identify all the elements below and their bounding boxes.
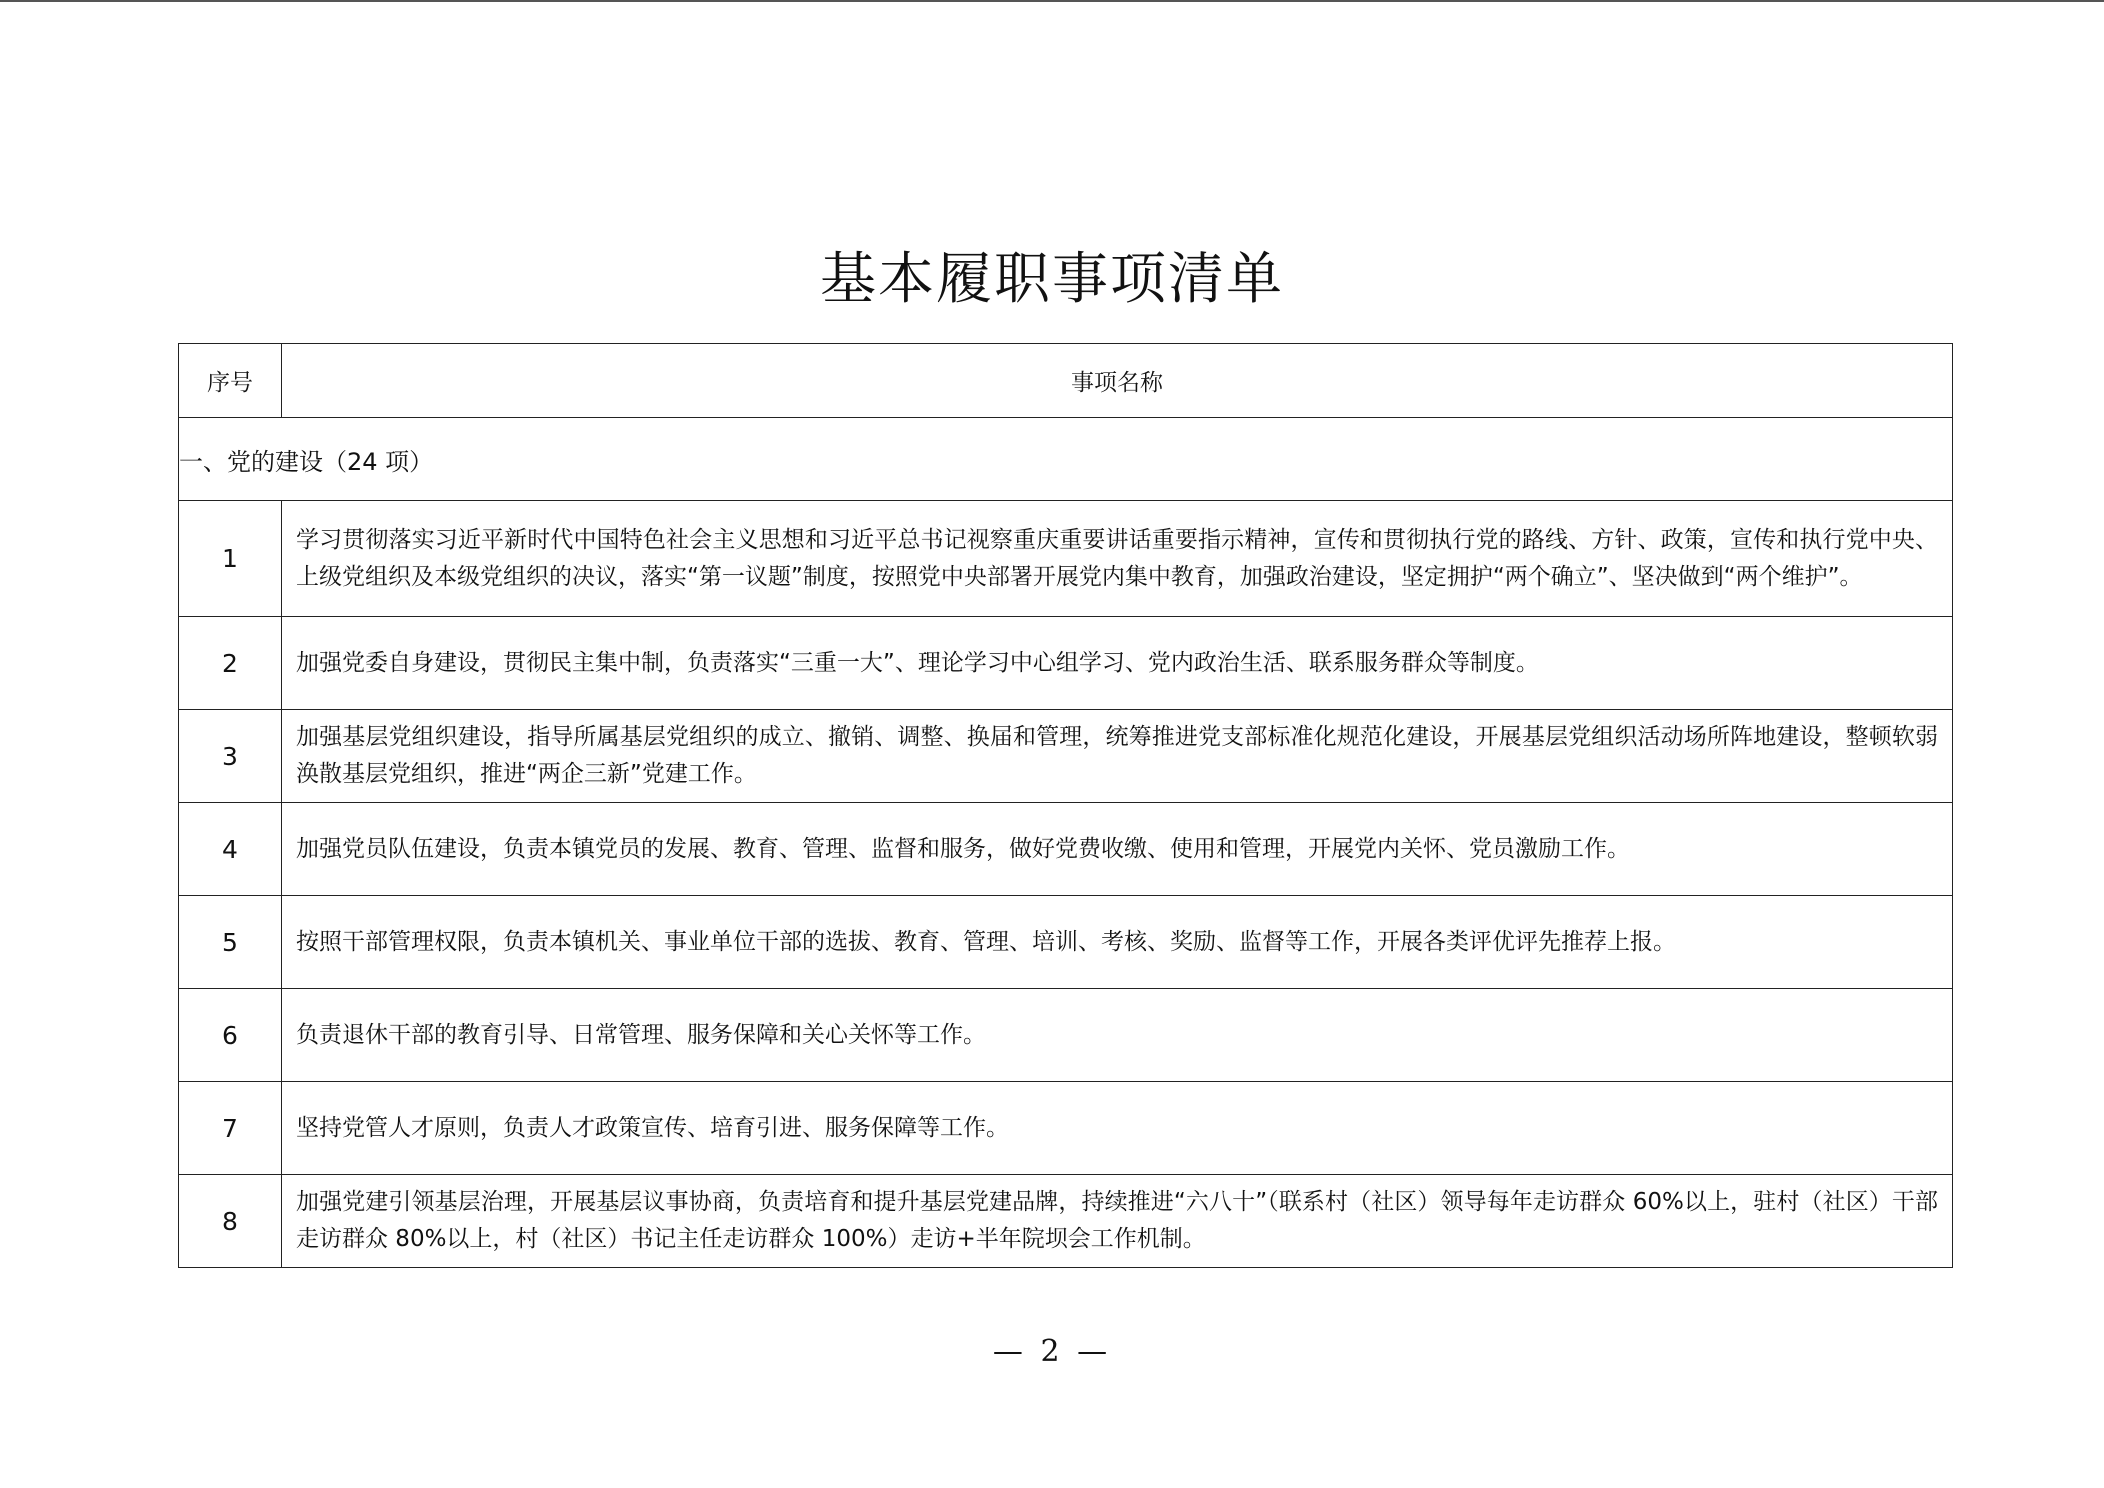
table-row: [179, 1082, 1953, 1175]
header-serial-number: 序号: [179, 344, 282, 418]
header-item-name: 事项名称: [282, 344, 1953, 418]
table-row: [179, 1175, 1953, 1268]
row-number: 6: [179, 989, 282, 1082]
row-number: 3: [179, 710, 282, 803]
row-text: 坚持党管人才原则，负责人才政策宣传、培育引进、服务保障等工作。: [282, 1082, 1953, 1175]
table-row: [179, 989, 1953, 1082]
table-row: [179, 710, 1953, 803]
table-header-row: [179, 344, 1953, 418]
row-number: 2: [179, 617, 282, 710]
table-row: [179, 501, 1953, 617]
row-text: 加强党员队伍建设，负责本镇党员的发展、教育、管理、监督和服务，做好党费收缴、使用和管理，开展党内关怀、党员激励工作。: [282, 803, 1953, 896]
row-text: 加强基层党组织建设，指导所属基层党组织的成立、撤销、调整、换届和管理，统筹推进党支部标准化规范化建设，开展基层党组织活动场所阵地建设，整顿软弱涣散基层党组织，推进“两企三新”党建工作。: [282, 710, 1953, 803]
row-text: 加强党建引领基层治理，开展基层议事协商，负责培育和提升基层党建品牌，持续推进“六八十”（联系村（社区）领导每年走访群众 60%以上，驻村（社区）干部走访群众 80%以上，村（社区）书记主任走访群众 100%）走访+半年院坝会工作机制。: [282, 1175, 1953, 1268]
table-row: [179, 617, 1953, 710]
row-number: 7: [179, 1082, 282, 1175]
table-row: [179, 896, 1953, 989]
page-top-border: [0, 0, 2104, 2]
row-number: 4: [179, 803, 282, 896]
page-number: — 2 —: [992, 1334, 1112, 1369]
row-text: 学习贯彻落实习近平新时代中国特色社会主义思想和习近平总书记视察重庆重要讲话重要指示精神，宣传和贯彻执行党的路线、方针、政策，宣传和执行党中央、上级党组织及本级党组织的决议，落实“第一议题”制度，按照党中央部署开展党内集中教育，加强政治建设，坚定拥护“两个确立”、坚决做到“两个维护”。: [282, 501, 1953, 617]
row-number: 5: [179, 896, 282, 989]
row-number: 8: [179, 1175, 282, 1268]
row-text: 加强党委自身建设，贯彻民主集中制，负责落实“三重一大”、理论学习中心组学习、党内政治生活、联系服务群众等制度。: [282, 617, 1953, 710]
row-number: 1: [179, 501, 282, 617]
section-row: [179, 418, 1953, 501]
duties-table: [178, 343, 1953, 1268]
section-title: 一、党的建设（24 项）: [179, 418, 1953, 501]
row-text: 按照干部管理权限，负责本镇机关、事业单位干部的选拔、教育、管理、培训、考核、奖励、监督等工作，开展各类评优评先推荐上报。: [282, 896, 1953, 989]
row-text: 负责退休干部的教育引导、日常管理、服务保障和关心关怀等工作。: [282, 989, 1953, 1082]
table-row: [179, 803, 1953, 896]
document-title: 基本履职事项清单: [820, 247, 1284, 312]
